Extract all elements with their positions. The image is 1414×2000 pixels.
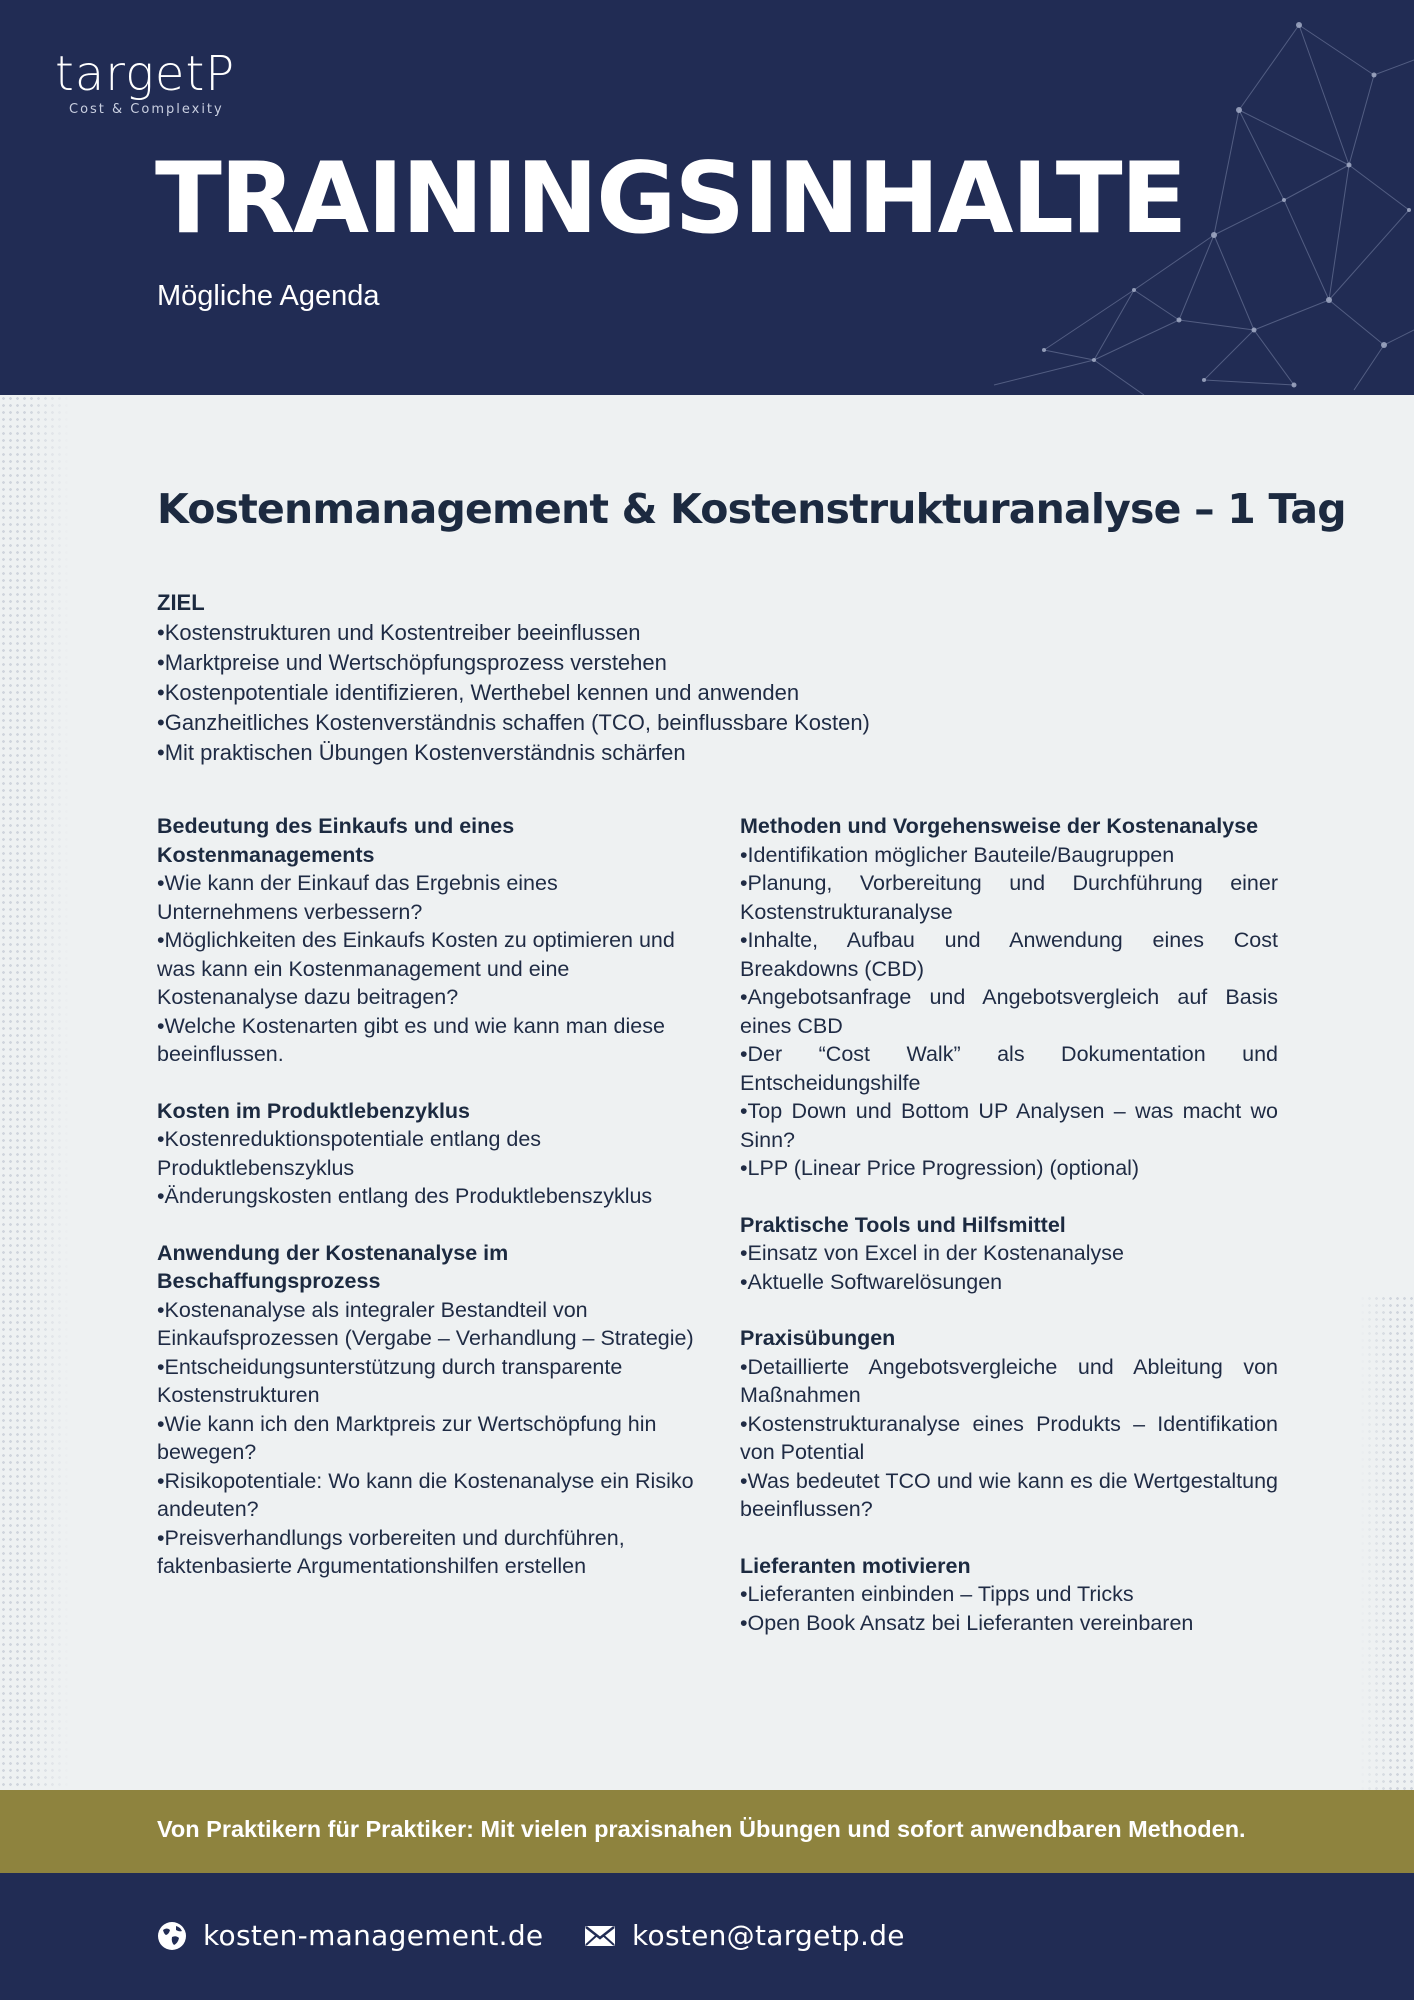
globe-icon <box>157 1921 187 1951</box>
envelope-icon <box>584 1924 616 1948</box>
footer <box>0 1873 1414 2000</box>
agenda-item: •Wie kann der Einkauf das Ergebnis eines Unternehmens verbessern? <box>157 871 558 924</box>
agenda-item: •Top Down und Bottom UP Analysen – was macht wo Sinn? <box>740 1099 1278 1152</box>
company-logo <box>55 46 236 117</box>
ziel-item: •Ganzheitliches Kostenverständnis schaffen (TCO, beinflussbare Kosten) <box>157 710 870 735</box>
agenda-item: •Kostenstrukturanalyse eines Produkts – Identifikation von Potential <box>740 1411 1278 1464</box>
website-link[interactable] <box>157 1919 543 1952</box>
agenda-item: •Was bedeutet TCO und wie kann es die Wertgestaltung beeinflussen? <box>740 1468 1278 1521</box>
page-subtitle: Mögliche Agenda <box>157 280 380 312</box>
agenda-item: •Identifikation möglicher Bauteile/Baugruppen <box>740 842 1175 867</box>
agenda-item: •Änderungskosten entlang des Produktlebenszyklus <box>157 1184 653 1208</box>
agenda-block <box>740 812 1278 1183</box>
agenda-item: •Möglichkeiten des Einkaufs Kosten zu optimieren und was kann ein Kostenmanagement und eine Kostenanalyse dazu beitragen? <box>157 928 675 1009</box>
agenda-block <box>740 1211 1278 1297</box>
agenda-item: •LPP (Linear Price Progression) (optional) <box>740 1156 1140 1180</box>
agenda-block <box>740 1552 1278 1638</box>
agenda-item: •Kostenreduktionspotentiale entlang des Produktlebenszyklus <box>157 1127 542 1180</box>
agenda-item: •Der “Cost Walk” als Dokumentation und Entscheidungshilfe <box>740 1042 1278 1095</box>
left-column <box>157 812 697 1609</box>
ziel-item: •Marktpreise und Wertschöpfungsprozess verstehen <box>157 650 667 675</box>
ziel-section <box>157 588 1277 768</box>
agenda-block <box>740 1324 1278 1524</box>
banner-text: Von Praktikern für Praktiker: Mit vielen praxisnahen Übungen und sofort anwendbaren Methoden. <box>157 1816 1246 1842</box>
email-text[interactable]: kosten@targetp.de <box>632 1919 905 1952</box>
dot-pattern-right <box>1359 1295 1414 1790</box>
agenda-item: •Welche Kostenarten gibt es und wie kann man diese beeinflussen. <box>157 1013 665 1066</box>
agenda-item: •Planung, Vorbereitung und Durchführung einer Kostenstrukturanalyse <box>740 871 1278 924</box>
website-text[interactable]: kosten-management.de <box>203 1919 544 1952</box>
agenda-item: •Inhalte, Aufbau und Anwendung eines Cost Breakdowns (CBD) <box>740 928 1278 981</box>
block-heading: Lieferanten motivieren <box>740 1553 971 1578</box>
ziel-item: •Kostenpotentiale identifizieren, Werthebel kennen und anwenden <box>157 680 800 705</box>
dot-pattern-left <box>0 395 70 1790</box>
block-heading: Praktische Tools und Hilfsmittel <box>740 1212 1066 1237</box>
email-link[interactable] <box>584 1919 905 1952</box>
agenda-item: •Preisverhandlungs vorbereiten und durchführen, faktenbasierte Argumentationshilfen erstellen <box>157 1525 625 1578</box>
agenda-block <box>157 1097 697 1211</box>
block-heading: Methoden und Vorgehensweise der Kostenanalyse <box>740 814 1259 838</box>
block-heading: Bedeutung des Einkaufs und eines Kostenmanagements <box>157 814 515 867</box>
right-column <box>740 812 1278 1665</box>
agenda-item: •Einsatz von Excel in der Kostenanalyse <box>740 1241 1124 1265</box>
agenda-item: •Lieferanten einbinden – Tipps und Tricks <box>740 1582 1134 1606</box>
header-banner <box>0 0 1414 395</box>
agenda-item: •Entscheidungsunterstützung durch transparente Kostenstrukturen <box>157 1354 623 1407</box>
logo-tagline: Cost & Complexity <box>69 102 224 117</box>
agenda-item: •Open Book Ansatz bei Lieferanten vereinbaren <box>740 1610 1194 1635</box>
page-title: TRAININGSINHALTE <box>155 142 1186 256</box>
block-heading: Kosten im Produktlebenzyklus <box>157 1098 471 1123</box>
ziel-item: •Mit praktischen Übungen Kostenverständnis schärfen <box>157 740 686 765</box>
block-heading: Anwendung der Kostenanalyse im Beschaffungsprozess <box>157 1240 509 1293</box>
ziel-item: •Kostenstrukturen und Kostentreiber beeinflussen <box>157 620 641 645</box>
highlight-banner <box>0 1790 1414 1873</box>
logo-text: targetP <box>55 46 236 102</box>
agenda-block <box>157 1239 697 1581</box>
agenda-item: •Angebotsanfrage und Angebotsvergleich auf Basis eines CBD <box>740 985 1278 1038</box>
agenda-block <box>157 812 697 1069</box>
agenda-item: •Kostenanalyse als integraler Bestandteil von Einkaufsprozessen (Vergabe – Verhandlung – Strategie) <box>157 1297 694 1350</box>
agenda-item: •Risikopotentiale: Wo kann die Kostenanalyse ein Risiko andeuten? <box>157 1468 694 1521</box>
course-title: Kostenmanagement & Kostenstrukturanalyse – 1 Tag <box>157 485 1346 533</box>
ziel-heading: ZIEL <box>157 590 205 615</box>
agenda-item: •Aktuelle Softwarelösungen <box>740 1269 1003 1294</box>
agenda-item: •Detaillierte Angebotsvergleiche und Ableitung von Maßnahmen <box>740 1354 1278 1407</box>
agenda-item: •Wie kann ich den Marktpreis zur Wertschöpfung hin bewegen? <box>157 1411 657 1464</box>
block-heading: Praxisübungen <box>740 1326 896 1350</box>
